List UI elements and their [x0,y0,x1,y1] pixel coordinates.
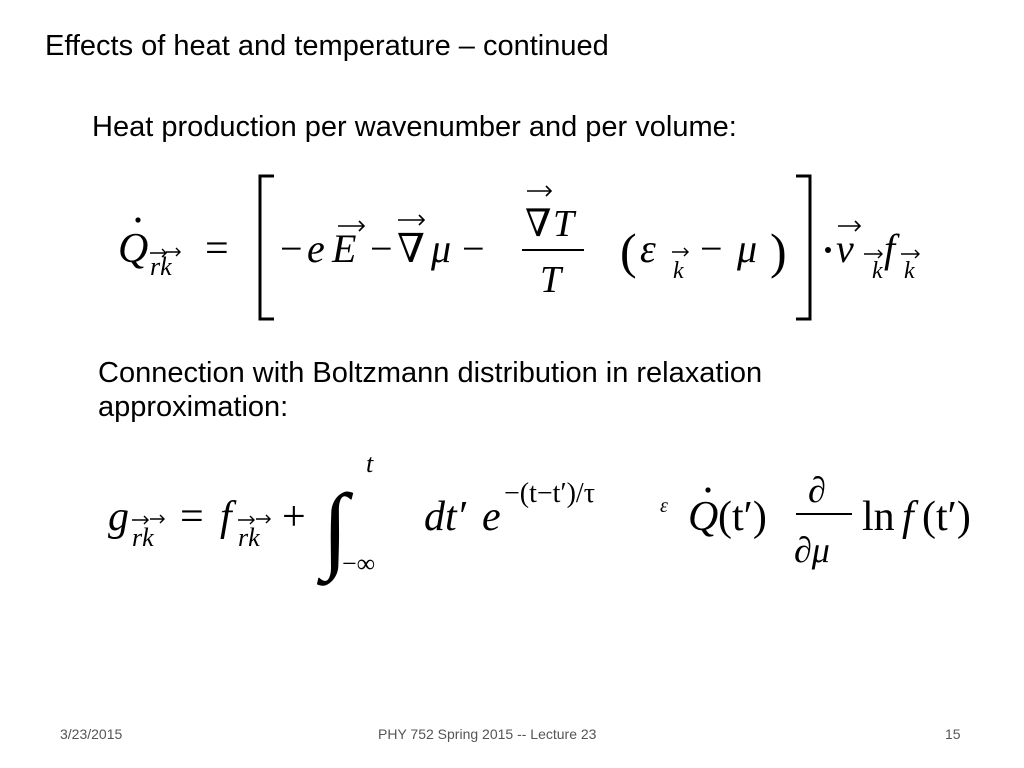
boltzmann-lhs [108,494,306,552]
svg-text:k: k [673,258,684,284]
svg-text:μ: μ [737,226,758,271]
svg-text:v: v [836,226,854,271]
svg-text:−∞: −∞ [342,549,376,578]
svg-text:−: − [462,226,485,271]
svg-text:Q: Q [118,226,149,272]
svg-text:∂μ: ∂μ [794,530,830,570]
svg-text:−: − [700,226,723,271]
svg-text:ln: ln [862,494,895,540]
svg-text:μ: μ [431,226,452,271]
svg-text:∇: ∇ [525,203,552,245]
svg-text:=: = [180,494,204,540]
svg-text:−(t−t′)/τ: −(t−t′)/τ [504,478,595,509]
svg-text:(t′): (t′) [718,494,767,540]
boltzmann-integrand [424,470,971,570]
connection-label-line1: Connection with Boltzmann distribution in relaxation [98,357,763,389]
svg-text:f: f [902,494,914,540]
svg-text:−: − [280,226,303,271]
svg-text:e: e [307,226,325,271]
svg-text:rk: rk [132,523,154,552]
svg-text:∇: ∇ [397,226,425,271]
footer-page-number: 15 [945,726,961,742]
footer-date: 3/23/2015 [60,726,123,742]
svg-text:∫: ∫ [322,474,349,581]
svg-text:−: − [370,226,393,271]
svg-text:ε: ε [640,226,656,271]
svg-text:k: k [872,258,883,284]
svg-text:f: f [884,226,896,271]
svg-text:E: E [332,226,357,271]
svg-text:e: e [482,494,501,540]
svg-text:(: ( [620,223,637,279]
svg-text:T: T [553,203,575,245]
slide-title: Effects of heat and temperature – continued [45,30,609,62]
connection-label-line2: approximation: [98,391,289,423]
svg-text:k: k [904,258,915,284]
svg-text:rk: rk [238,523,260,552]
svg-text:rk: rk [150,252,172,281]
integral-sign [316,449,375,586]
svg-text:=: = [205,226,229,272]
svg-text:+: + [282,494,306,540]
footer-course: PHY 752 Spring 2015 -- Lecture 23 [378,726,597,742]
svg-text:t: t [366,449,374,478]
svg-text:ε: ε [660,495,668,517]
svg-text:T: T [540,259,562,301]
svg-text:g: g [108,494,129,540]
heat-production-label: Heat production per wavenumber and per volume: [92,111,737,143]
svg-text:dt′: dt′ [424,494,466,540]
svg-text:Q: Q [688,494,719,540]
svg-text:): ) [770,223,787,279]
svg-text:(t′): (t′) [922,494,971,540]
svg-text:∂: ∂ [808,470,826,510]
svg-text:f: f [220,494,232,540]
